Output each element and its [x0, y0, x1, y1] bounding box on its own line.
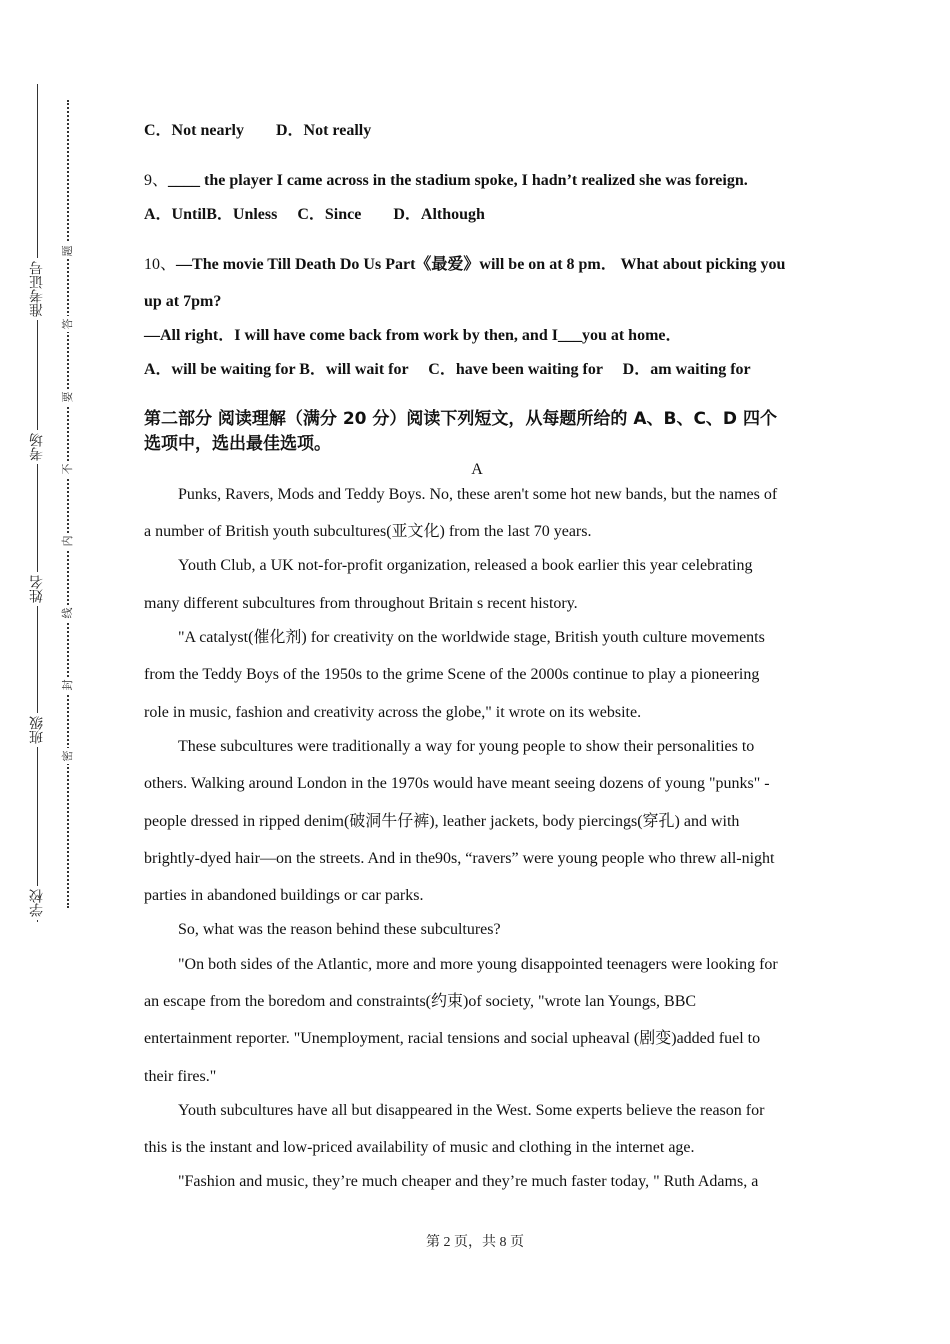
q9-blank: ____ — [168, 172, 201, 189]
q10-line1: —The movie Till Death Do Us Part《最爱》will be on at 8 pm． What about picking you — [176, 256, 786, 273]
q9-text: the player I came across in the stadium spoke, I hadn’t realized she was foreign. — [200, 172, 748, 189]
passage-line: Youth Club, a UK not-for-profit organization, released a book earlier this year celebrating — [178, 557, 753, 574]
seal-char: 答 — [59, 316, 77, 332]
seal-char: 不 — [59, 461, 77, 477]
q9-number: 9、 — [144, 172, 169, 189]
passage-line: parties in abandoned buildings or car parks. — [144, 887, 424, 904]
section-heading-line1: 第二部分 阅读理解（满分 20 分）阅读下列短文，从每题所给的 A、B、C、D 四个 — [144, 409, 777, 429]
binding-dotted-line — [67, 100, 69, 908]
passage-line: others. Walking around London in the 1970s would have meant seeing dozens of young "punks" - — [144, 775, 770, 792]
q10-stem-line2: up at 7pm? — [144, 293, 222, 310]
seal-char: 要 — [59, 389, 77, 405]
class-label: 班级 — [22, 713, 52, 747]
q9-options: A．UntilB．Unless C．Since D．Although — [144, 206, 485, 223]
passage-line: this is the instant and low-priced availability of music and clothing in the internet age. — [144, 1139, 695, 1156]
passage-line: Youth subcultures have all but disappeared in the West. Some experts believe the reason for — [178, 1102, 765, 1119]
seal-char: 线 — [59, 605, 77, 621]
q9-stem — [144, 171, 748, 191]
passage-line: These subcultures were traditionally a way for young people to show their personalities to — [178, 738, 755, 755]
passage-line: many different subcultures from throughout Britain s recent history. — [144, 595, 578, 612]
q10-stem-line1 — [144, 255, 785, 275]
passage-line: entertainment reporter. "Unemployment, racial tensions and social upheaval (剧变)added fuel to — [144, 1030, 761, 1047]
school-label: 学校 — [22, 886, 52, 920]
seal-char: 内 — [59, 533, 77, 549]
name-label: 姓名 — [22, 572, 52, 606]
passage-line: their fires." — [144, 1068, 217, 1085]
passage-line: "Fashion and music, they’re much cheaper and they’re much faster today, " Ruth Adams, a — [178, 1173, 759, 1190]
passage-line: an escape from the boredom and constraints(约束)of society, "wrote lan Youngs, BBC — [144, 993, 697, 1010]
q8-options: C．Not nearly D．Not really — [144, 122, 372, 139]
admission-number-label: 准考证号 — [22, 258, 52, 320]
passage-line: So, what was the reason behind these subcultures? — [178, 921, 501, 938]
q10-number: 10、 — [144, 256, 177, 273]
q10-reply — [144, 326, 682, 346]
passage-line: "On both sides of the Atlantic, more and more young disappointed teenagers were looking for — [178, 956, 778, 973]
passage-line: "A catalyst(催化剂) for creativity on the worldwide stage, British youth culture movements — [178, 629, 765, 646]
section-heading-line2: 选项中，选出最佳选项。 — [144, 434, 331, 454]
seal-char: 封 — [59, 677, 77, 693]
passage-line: role in music, fashion and creativity across the globe," it wrote on its website. — [144, 704, 642, 721]
passage-label: A — [471, 461, 483, 478]
passage-line: people dressed in ripped denim(破洞牛仔裤), leather jackets, body piercings(穿孔) and with — [144, 813, 740, 830]
seal-char: 密 — [59, 748, 77, 764]
q10-options: A．will be waiting for B．will wait for C．have been waiting for D．am waiting for — [144, 361, 751, 378]
passage-line: brightly-dyed hair—on the streets. And in the90s, “ravers” were young people who threw all-night — [144, 850, 775, 867]
binding-solid-line — [37, 84, 38, 922]
passage-line: from the Teddy Boys of the 1950s to the grime Scene of the 2000s continue to play a pioneering — [144, 666, 760, 683]
passage-line: Punks, Ravers, Mods and Teddy Boys. No, these aren't some hot new bands, but the names of — [178, 486, 778, 503]
page-number-footer: 第 2 页，共 8 页 — [426, 1235, 524, 1250]
passage-line: a number of British youth subcultures(亚文化) from the last 70 years. — [144, 523, 592, 540]
exam-room-label: 考场 — [22, 430, 52, 464]
q10-blank: ___ — [557, 327, 582, 344]
q10-reply-end: you at home． — [581, 327, 682, 344]
seal-char: 题 — [59, 243, 77, 259]
q10-reply-start: —All right．I will have come back from work by then, and I — [144, 327, 558, 344]
